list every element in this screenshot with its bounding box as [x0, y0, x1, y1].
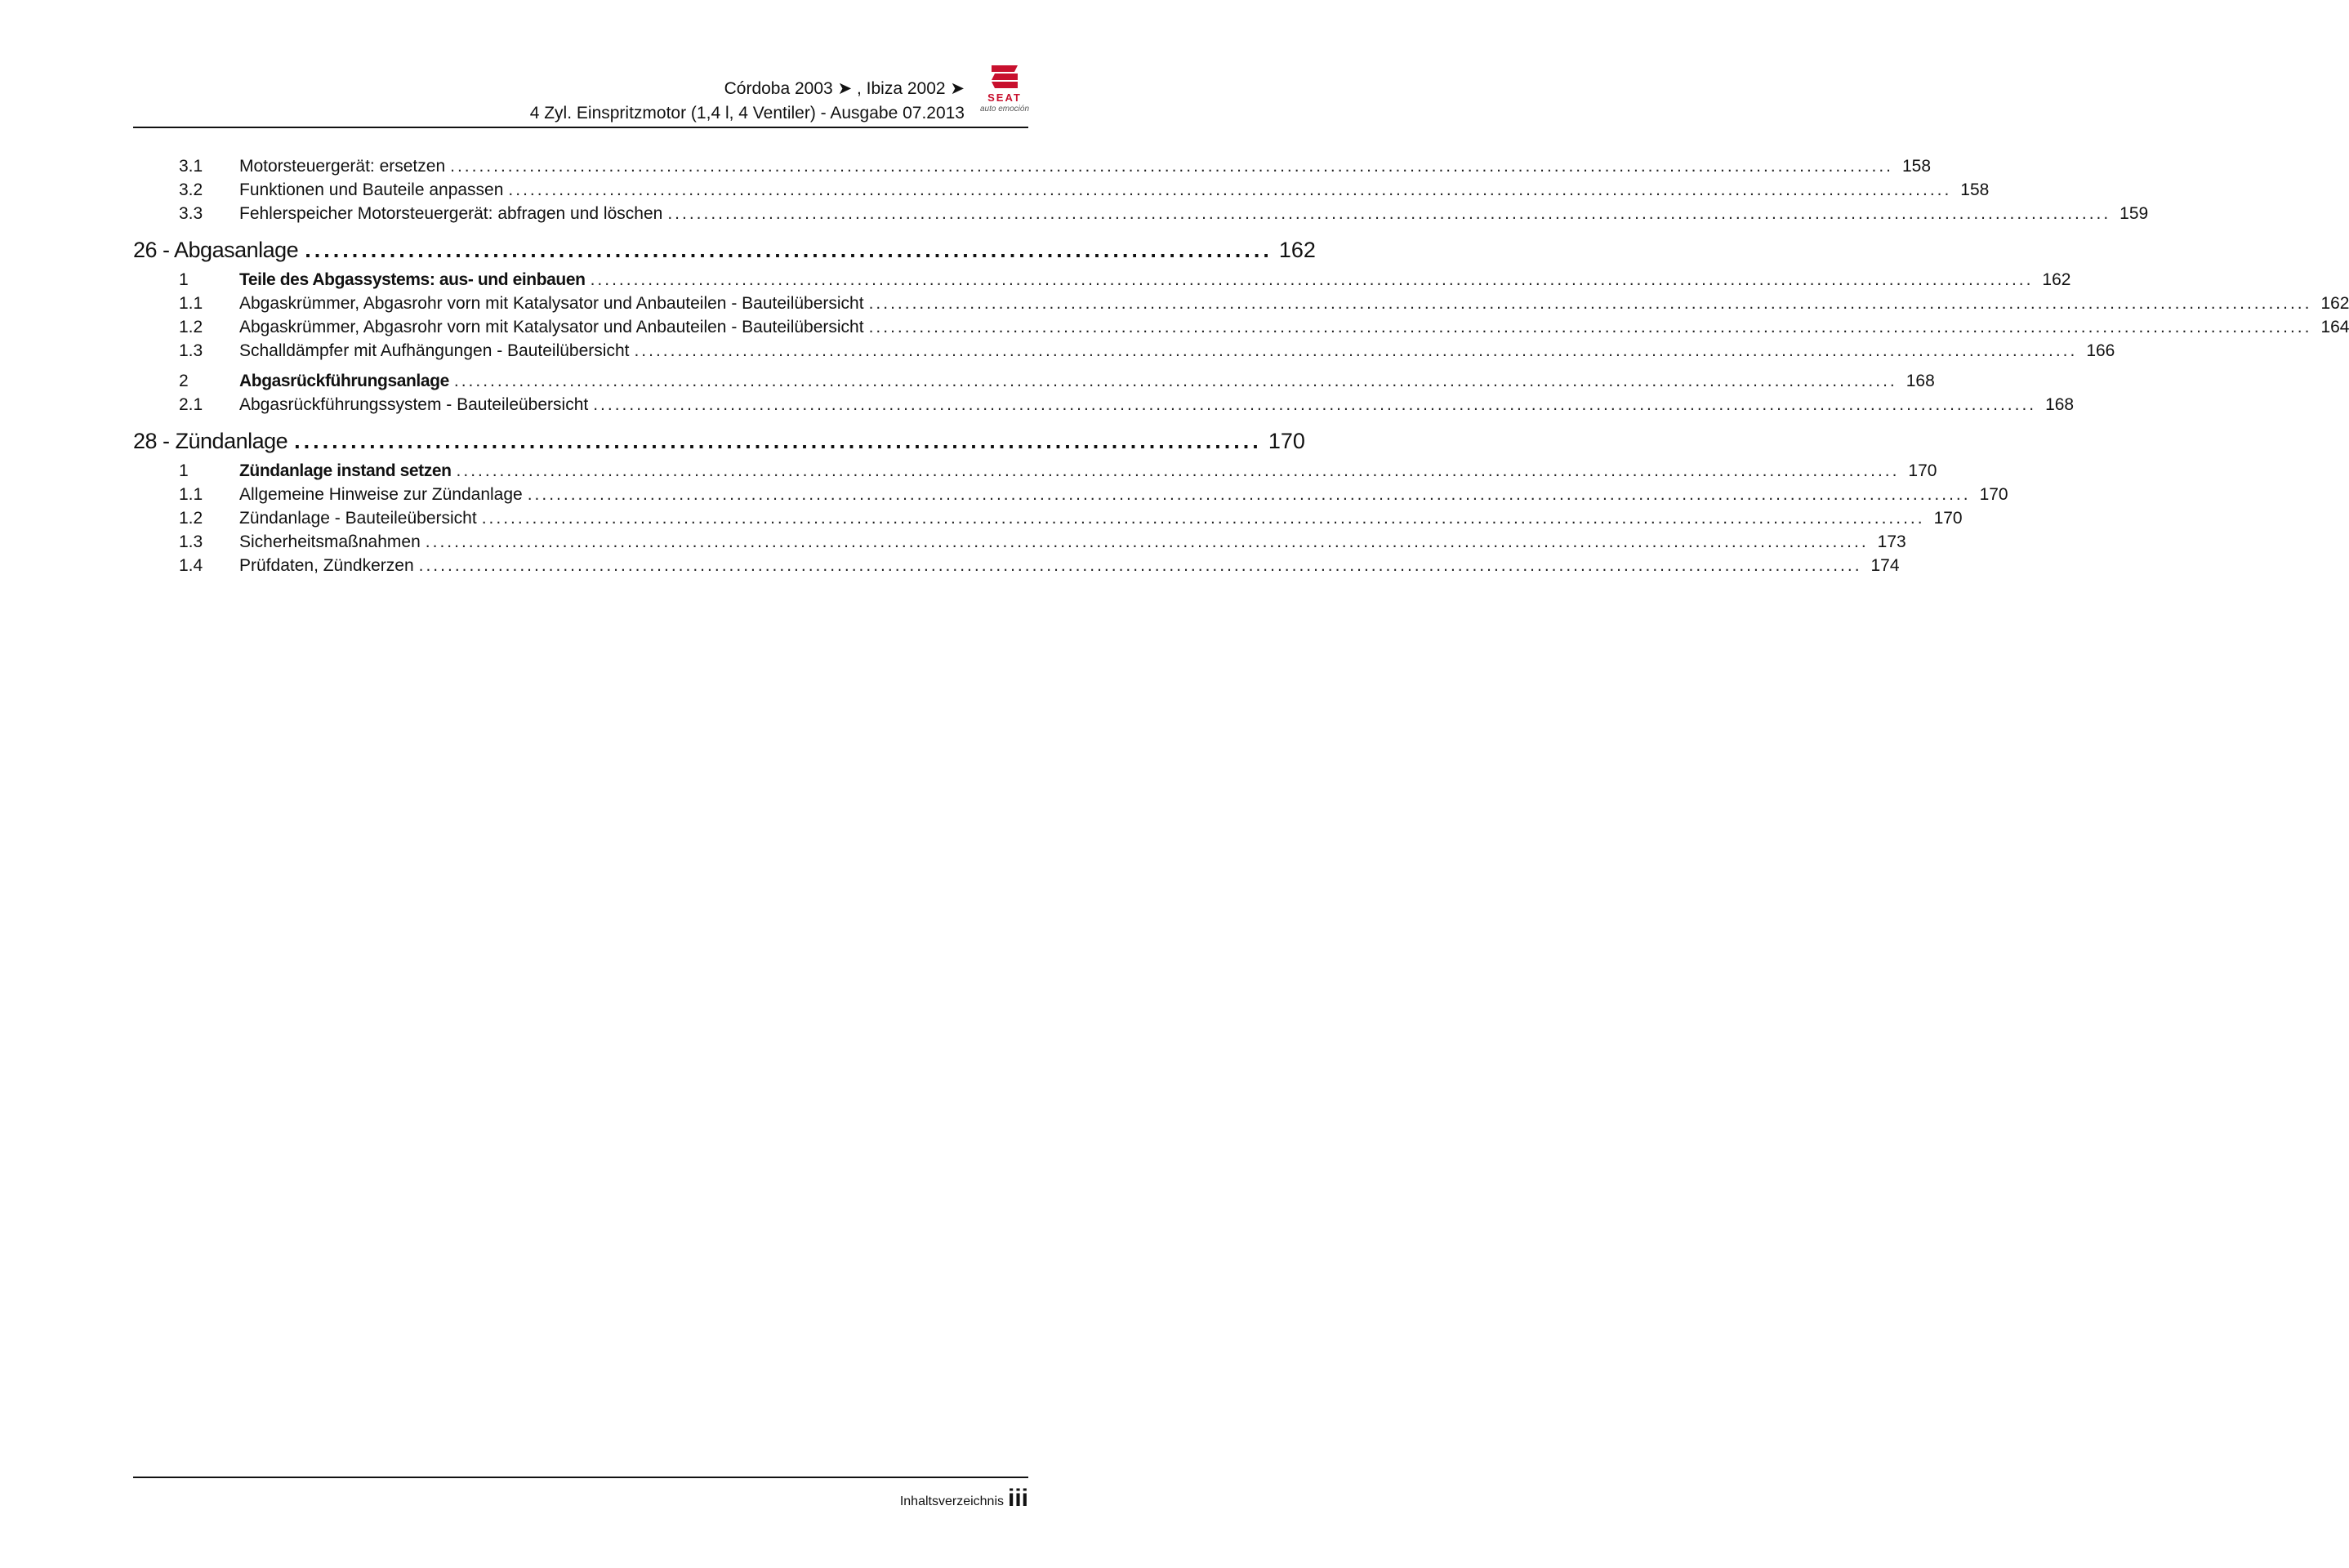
toc-entry[interactable]: [133, 318, 2349, 341]
toc-entry-number: 1.2: [179, 509, 203, 528]
dot-leader: ........................................................................................................................................................................................................: [593, 395, 2037, 414]
page-header: [133, 75, 965, 127]
footer-page-number: iii: [1007, 1485, 1028, 1512]
header-divider: [133, 127, 1028, 128]
toc-entry[interactable]: [133, 204, 2149, 228]
dot-leader: ........................................................................................................................................................................................................: [508, 180, 1952, 199]
toc-entry-title: Zündanlage - Bauteileübersicht: [239, 509, 477, 528]
toc-entry[interactable]: [133, 395, 2075, 419]
dot-leader: ........................................................................................................................................................................................................: [450, 157, 1894, 176]
toc-entry[interactable]: [133, 556, 1900, 580]
toc-section-exhaust-parts: [133, 270, 2349, 365]
toc-entry-title: Abgasrückführungssystem - Bauteileübersicht: [239, 395, 589, 414]
chapter-page-number: 170: [1268, 429, 1305, 453]
toc-entry-title: Teile des Abgassystems: aus- und einbauen: [239, 270, 586, 289]
dot-leader: ........................................................................................................................................................................................................: [634, 341, 2078, 360]
seat-s-icon: [988, 64, 1021, 90]
toc-entry-page: 170: [1979, 485, 2008, 504]
toc-entry-title: Allgemeine Hinweise zur Zündanlage: [239, 485, 523, 504]
toc-entry-number: 1.3: [179, 341, 203, 360]
footer-section-label: Inhaltsverzeichnis: [899, 1494, 1004, 1508]
toc-entry-title: Fehlerspeicher Motorsteuergerät: abfragen und löschen: [239, 204, 663, 223]
chapter-page-number: 162: [1278, 238, 1316, 262]
toc-entry-title: Funktionen und Bauteile anpassen: [239, 180, 504, 199]
toc-entry[interactable]: [133, 461, 1937, 485]
chapter-heading-28[interactable]: [133, 429, 1305, 461]
toc-entry-page: 158: [1960, 180, 1990, 199]
toc-entry-page: 168: [1905, 372, 1935, 390]
toc-entry[interactable]: [133, 294, 2349, 318]
toc-entry-number: 1.4: [179, 556, 203, 575]
toc-entry-number: 2.1: [179, 395, 203, 414]
dot-leader: ........................................................................................................................................................................................................: [481, 509, 1925, 528]
dot-leader: ........................................................................................................................................................................................................: [590, 270, 2034, 289]
footer-divider: [133, 1477, 1028, 1478]
toc-entry-page: 173: [1877, 532, 1906, 551]
seat-logo: [974, 64, 1035, 118]
chapter-title: 28 - Zündanlage: [133, 429, 288, 453]
logo-wordmark: SEAT: [987, 91, 1022, 104]
toc-section-egr: [133, 372, 2075, 419]
toc-entry[interactable]: [133, 509, 1963, 532]
toc-entry-number: 2: [179, 372, 189, 390]
toc-entry-number: 1: [179, 461, 189, 480]
toc-entry-page: 162: [2042, 270, 2071, 289]
chapter-title: 26 - Abgasanlage: [133, 238, 299, 262]
toc-entry-page: 162: [2320, 294, 2349, 313]
toc-entry-number: 3.3: [179, 204, 203, 223]
logo-tagline: auto emoción: [979, 105, 1030, 114]
dot-leader: .......................................................................................................: [294, 429, 1262, 453]
toc-entry-number: 1.1: [179, 294, 203, 313]
toc-section-engine-control: [133, 157, 2149, 228]
toc-entry-title: Abgaskrümmer, Abgasrohr vorn mit Katalysator und Anbauteilen - Bauteilübersicht: [239, 294, 864, 313]
dot-leader: ........................................................................................................................................................................................................: [527, 485, 1971, 504]
toc-entry[interactable]: [133, 341, 2115, 365]
toc-entry-page: 170: [1933, 509, 1963, 528]
toc-entry-title: Zündanlage instand setzen: [239, 461, 452, 480]
dot-leader: .......................................................................................................: [305, 238, 1273, 262]
toc-entry-number: 3.1: [179, 157, 203, 176]
toc-entry-title: Motorsteuergerät: ersetzen: [239, 157, 446, 176]
toc-entry-page: 174: [1870, 556, 1900, 575]
dot-leader: ........................................................................................................................................................................................................: [425, 532, 1869, 551]
header-engine-line: 4 Zyl. Einspritzmotor (1,4 l, 4 Ventiler) - Ausgabe 07.2013: [529, 104, 965, 122]
toc-entry-number: 1.1: [179, 485, 203, 504]
toc-entry[interactable]: [133, 180, 1990, 204]
toc-entry-title: Abgasrückführungsanlage: [239, 372, 449, 390]
toc-entry-number: 3.2: [179, 180, 203, 199]
toc-entry-title: Prüfdaten, Zündkerzen: [239, 556, 414, 575]
toc-entry-page: 166: [2086, 341, 2115, 360]
toc-entry-page: 159: [2119, 204, 2149, 223]
table-of-contents: [133, 157, 2349, 580]
toc-entry[interactable]: [133, 270, 2071, 294]
toc-entry-title: Abgaskrümmer, Abgasrohr vorn mit Katalysator und Anbauteilen - Bauteilübersicht: [239, 318, 864, 336]
toc-entry-number: 1: [179, 270, 189, 289]
toc-entry[interactable]: [133, 157, 1932, 180]
toc-entry-number: 1.2: [179, 318, 203, 336]
toc-entry-number: 1.3: [179, 532, 203, 551]
dot-leader: ........................................................................................................................................................................................................: [667, 204, 2111, 223]
toc-entry[interactable]: [133, 532, 1906, 556]
dot-leader: ........................................................................................................................................................................................................: [453, 372, 1897, 390]
toc-entry-title: Sicherheitsmaßnahmen: [239, 532, 421, 551]
chapter-heading-26[interactable]: [133, 238, 1316, 270]
header-model-line: Córdoba 2003 ➤ , Ibiza 2002 ➤: [724, 79, 965, 98]
toc-entry-page: 168: [2045, 395, 2075, 414]
dot-leader: ........................................................................................................................................................................................................: [456, 461, 1900, 480]
toc-entry-page: 170: [1908, 461, 1937, 480]
toc-entry-page: 158: [1901, 157, 1932, 176]
toc-section-ignition: [133, 461, 2008, 580]
toc-entry-page: 164: [2320, 318, 2349, 336]
toc-entry[interactable]: [133, 485, 2008, 509]
dot-leader: ........................................................................................................................................................................................................: [418, 556, 1862, 575]
dot-leader: ........................................................................................................................................................................................................: [868, 294, 2312, 313]
toc-entry-title: Schalldämpfer mit Aufhängungen - Bauteilübersicht: [239, 341, 630, 360]
toc-entry[interactable]: [133, 372, 1935, 395]
dot-leader: ........................................................................................................................................................................................................: [868, 318, 2312, 336]
